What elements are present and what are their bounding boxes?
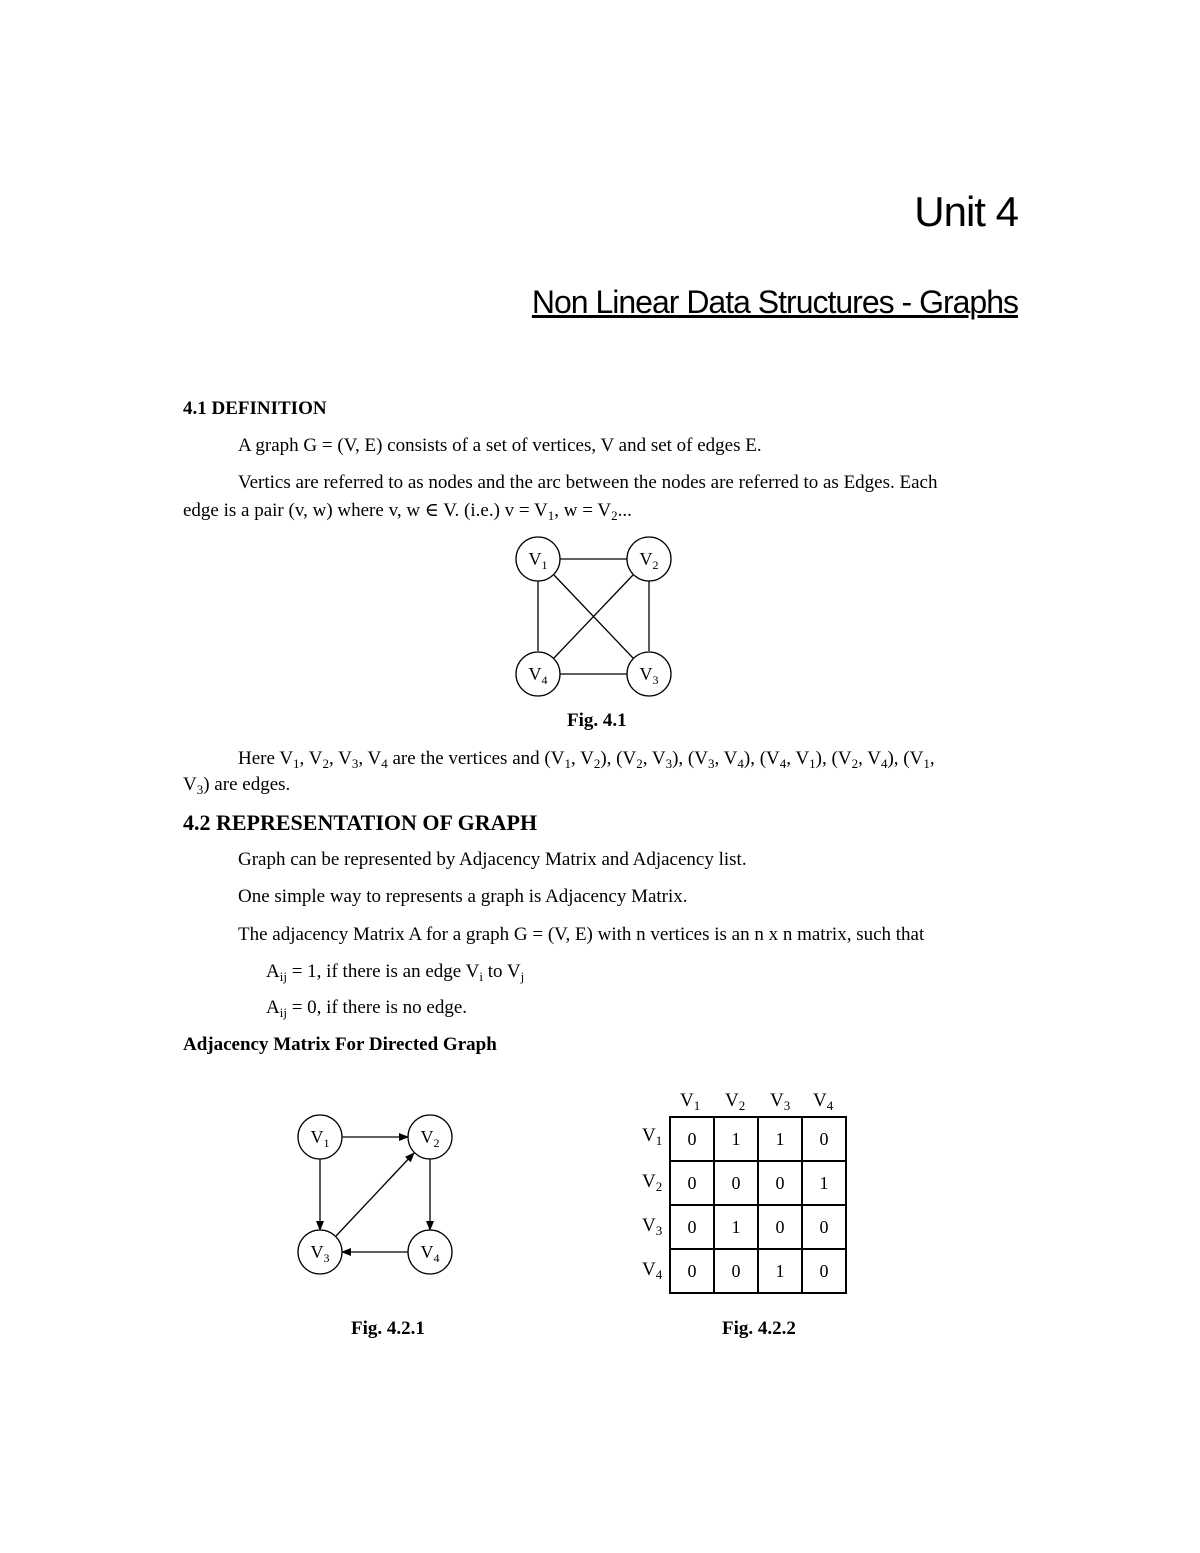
matrix-row [670, 1161, 846, 1205]
representation-line: One simple way to represents a graph is Adjacency Matrix. [238, 886, 688, 907]
adjacency-matrix [669, 1116, 847, 1294]
matrix-col-header: $V_4$ [813, 1090, 834, 1113]
directed-edge [336, 1153, 414, 1236]
matrix-cell: 0 [670, 1117, 714, 1161]
representation-line: The adjacency Matrix A for a graph G = (V, E) with n vertices is an n x n matrix, such that [238, 924, 925, 945]
matrix-cell: 0 [802, 1205, 846, 1249]
matrix-cell: 0 [714, 1161, 758, 1205]
figure-caption: Fig. 4.2.2 [722, 1318, 796, 1339]
node-label: $V_3$ [639, 664, 659, 687]
definition-line: Vertics are referred to as nodes and the arc between the nodes are referred to as Edges. Each [238, 472, 938, 493]
matrix-cell: 1 [758, 1249, 802, 1293]
matrix-rule: $A_{ij} = 1$, if there is an edge $V_i$ to $V_j$ [266, 961, 525, 984]
matrix-cell: 1 [714, 1205, 758, 1249]
matrix-rule: $A_{ij} = 0$, if there is no edge. [266, 997, 468, 1020]
matrix-cell: 1 [802, 1161, 846, 1205]
definition-line: edge is a pair (v, w) where v, w ∈ V. (i.e.) $v = V_1$, $w = V_2$... [183, 500, 632, 523]
section-heading-representation: 4.2 REPRESENTATION OF GRAPH [183, 810, 538, 835]
matrix-cell: 1 [758, 1117, 802, 1161]
matrix-row [670, 1117, 846, 1161]
matrix-cell: 0 [802, 1249, 846, 1293]
matrix-cell: 1 [714, 1117, 758, 1161]
section-heading-definition: 4.1 DEFINITION [183, 398, 327, 419]
node-label: $V_1$ [528, 549, 548, 572]
edges-description: Here $V_1$, $V_2$, $V_3$, $V_4$ are the vertices and ($V_1$, $V_2$), ($V_2$, $V_3$), ($V_3$, $V_4$), ($V_4$, $V_1$), ($V_2$, $V_4$), ($V_1$, [238, 748, 935, 771]
node-label: $V_3$ [310, 1242, 330, 1265]
matrix-col-header: $V_3$ [770, 1090, 791, 1113]
edges-description: $V_3$) are edges. [183, 774, 291, 797]
matrix-row-header: $V_1$ [642, 1125, 663, 1148]
matrix-row-header: $V_4$ [642, 1259, 663, 1282]
matrix-col-header: $V_2$ [725, 1090, 746, 1113]
unit-title: Unit 4 [914, 188, 1018, 235]
matrix-cell: 0 [802, 1117, 846, 1161]
subsection-heading: Adjacency Matrix For Directed Graph [183, 1034, 497, 1055]
node-label: $V_1$ [310, 1127, 330, 1150]
matrix-cell: 0 [670, 1161, 714, 1205]
matrix-row-header: $V_2$ [642, 1171, 663, 1194]
matrix-cell: 0 [670, 1205, 714, 1249]
matrix-cell: 0 [670, 1249, 714, 1293]
figure-caption: Fig. 4.1 [567, 710, 627, 731]
node-label: $V_2$ [639, 549, 659, 572]
node-label: $V_4$ [420, 1242, 440, 1265]
definition-line: A graph G = (V, E) consists of a set of vertices, V and set of edges E. [238, 435, 762, 456]
matrix-row-header: $V_3$ [642, 1215, 663, 1238]
matrix-cell: 0 [758, 1205, 802, 1249]
matrix-row [670, 1249, 846, 1293]
directed-graph-figure [280, 1100, 480, 1290]
representation-line: Graph can be represented by Adjacency Matrix and Adjacency list. [238, 849, 747, 870]
node-label: $V_4$ [528, 664, 548, 687]
matrix-cell: 0 [758, 1161, 802, 1205]
matrix-col-header: $V_1$ [680, 1090, 701, 1113]
page-title: Non Linear Data Structures - Graphs [531, 284, 1018, 320]
matrix-row [670, 1205, 846, 1249]
node-label: $V_2$ [420, 1127, 440, 1150]
matrix-cell: 0 [714, 1249, 758, 1293]
undirected-graph-figure [500, 530, 690, 700]
figure-caption: Fig. 4.2.1 [351, 1318, 425, 1339]
